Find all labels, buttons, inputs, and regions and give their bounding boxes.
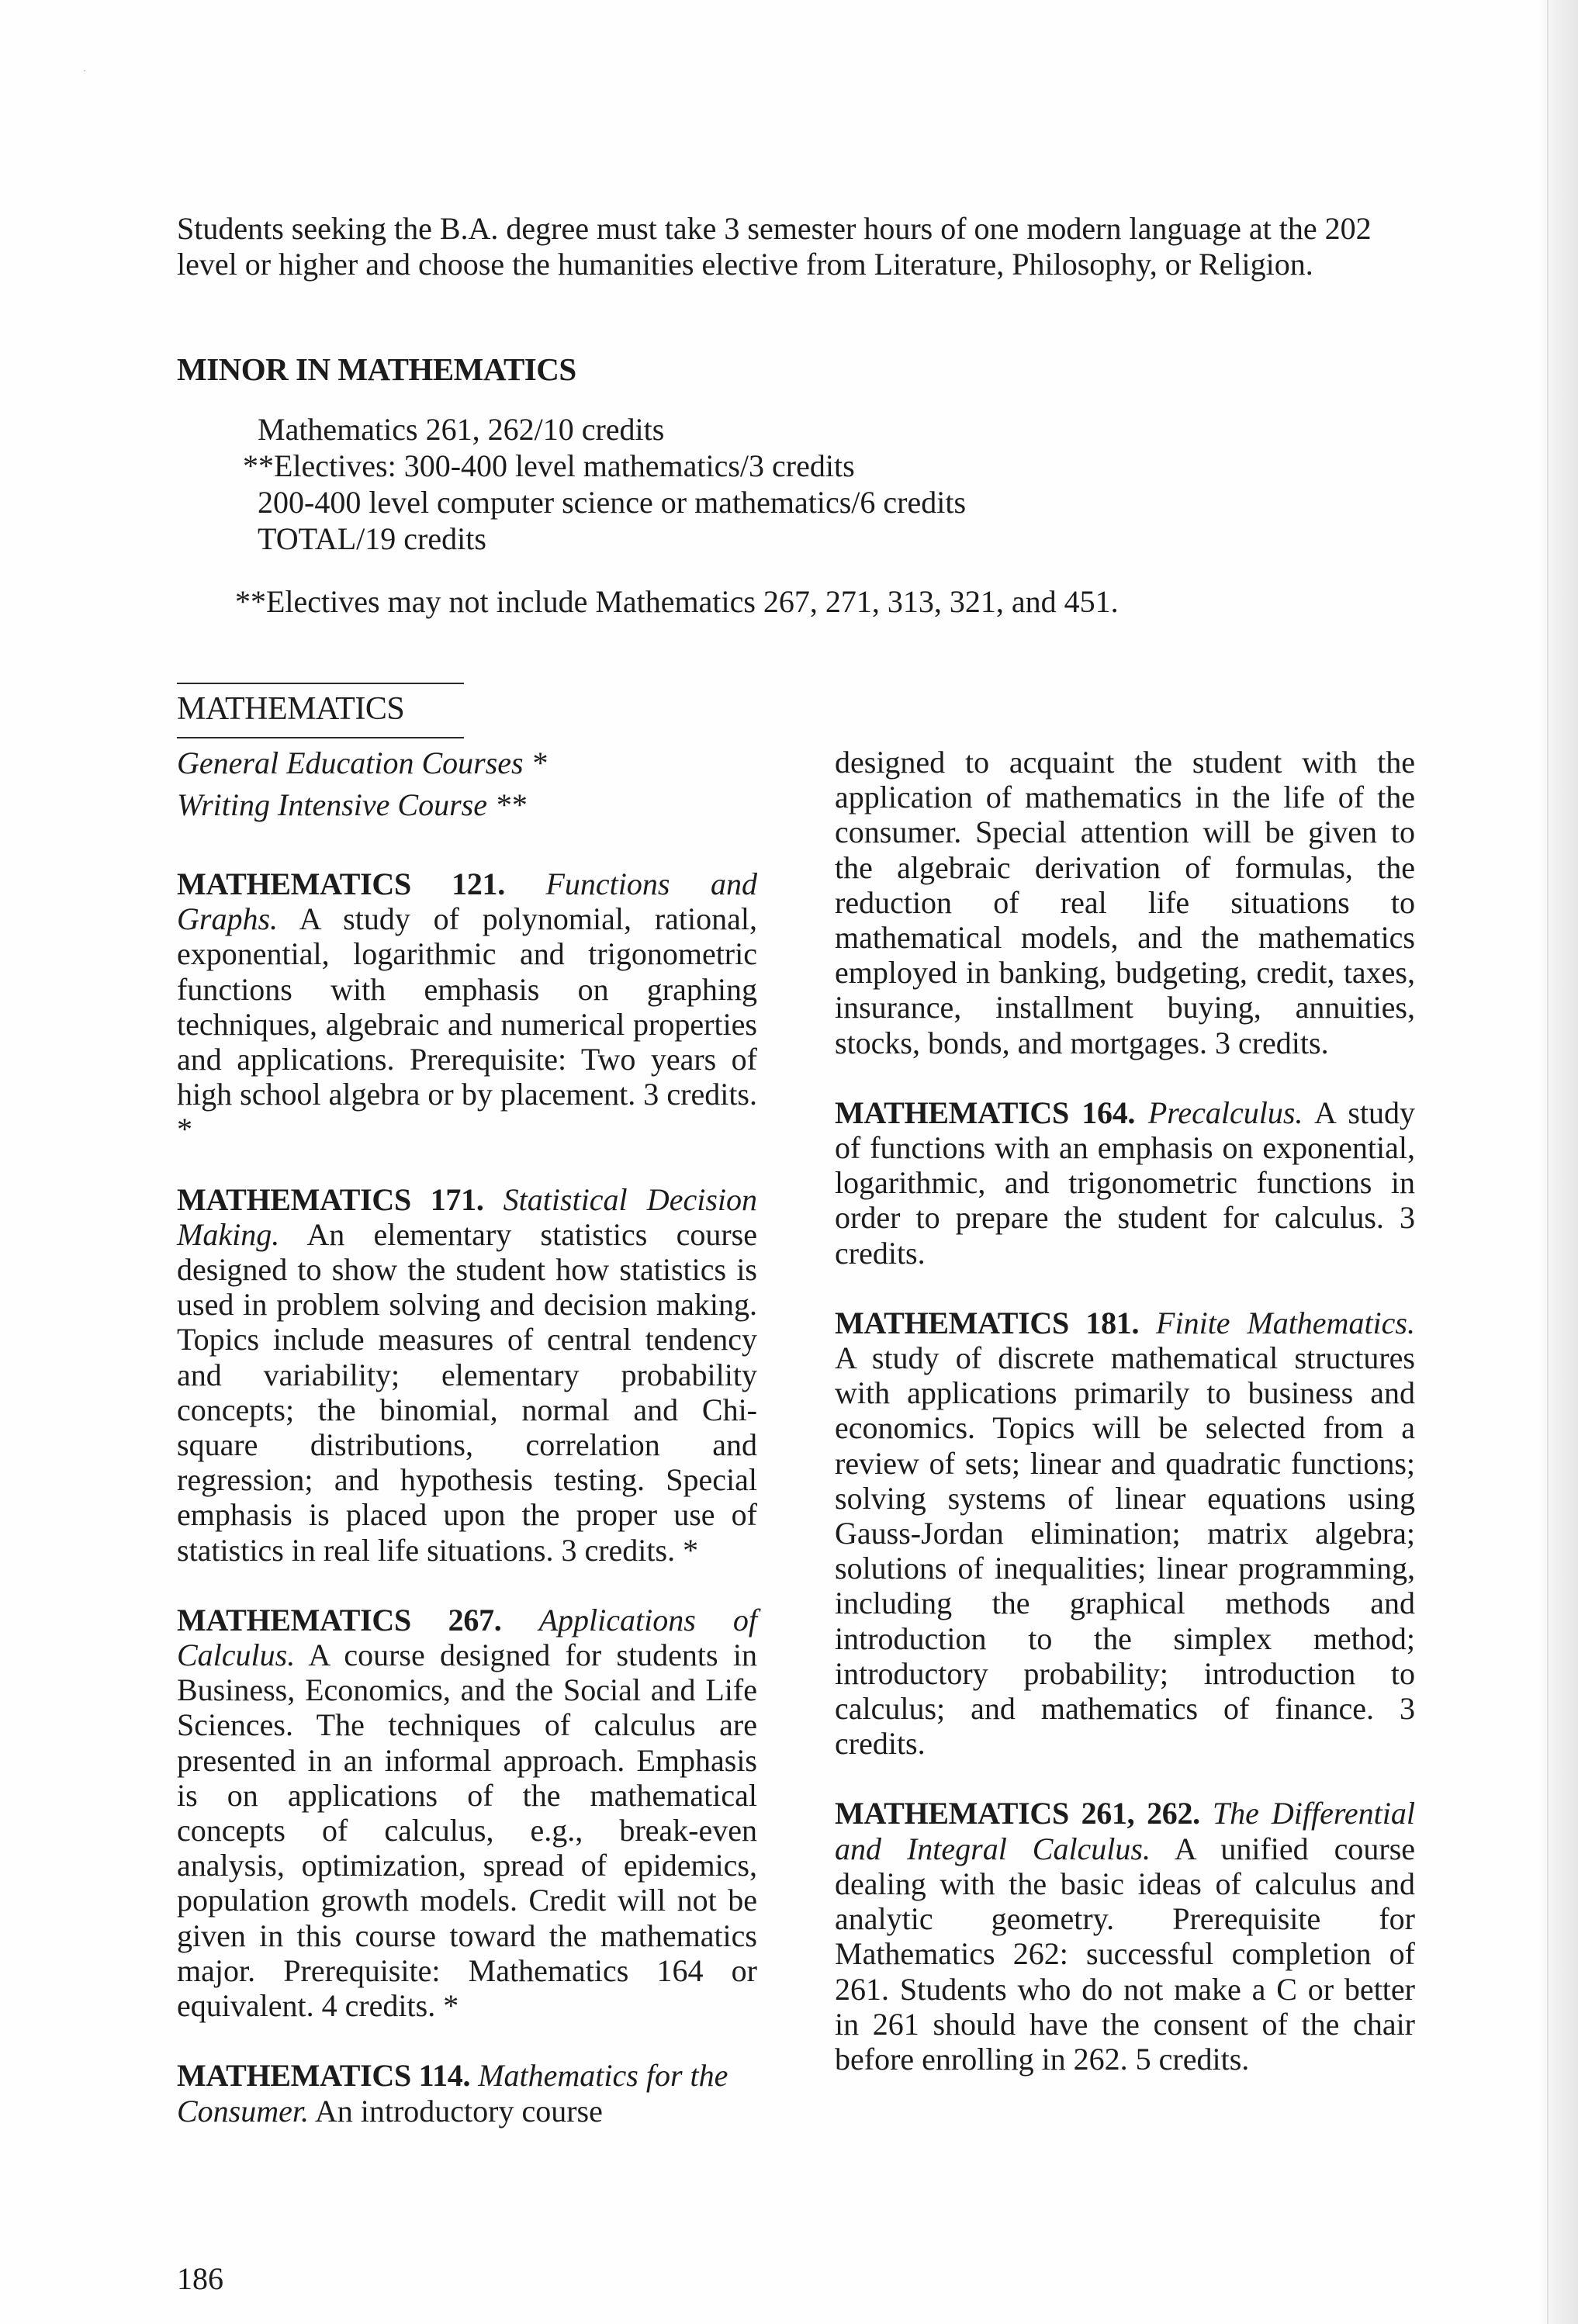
course-description: designed to acquaint the student with the application of mathematics in the life of the consumer. Special attention will be given to the algebraic derivation of formulas, the reduction of real life situations to mathematical models, and the mathematics employed in banking, budgeting, credit, taxes, insurance, installment buying, annuities, stocks, bonds, and mortgages. 3 credits. bbox=[835, 745, 1415, 1060]
course-entry bbox=[835, 1796, 1415, 2077]
legend-general-education: General Education Courses * bbox=[177, 745, 547, 780]
minor-requirement-line: 200-400 level computer science or mathematics/6 credits bbox=[258, 485, 967, 520]
minor-requirement-line: Mathematics 261, 262/10 credits bbox=[258, 412, 665, 447]
scan-edge-line bbox=[1547, 0, 1549, 2324]
course-number: MATHEMATICS 267. bbox=[177, 1602, 502, 1638]
course-title: The Differential and Integral Calculus. bbox=[835, 1796, 1415, 1866]
minor-requirement-line: **Electives: 300-400 level mathematics/3 credits bbox=[243, 448, 855, 483]
course-number: MATHEMATICS 171. bbox=[177, 1181, 484, 1217]
course-number: MATHEMATICS 164. bbox=[835, 1095, 1136, 1130]
course-description: A study of functions with an emphasis on exponential, logarithmic, and trigonometric functions in order to prepare the student for calculus. 3 credits. bbox=[835, 1095, 1416, 1271]
electives-note: **Electives may not include Mathematics 267, 271, 313, 321, and 451. bbox=[235, 584, 1119, 619]
course-description: A unified course dealing with the basic ideas of calculus and analytic geometry. Prerequisite for Mathematics 262: successful completion of 261. Students who do not make a C or better in 261 should have the consent of the chair before enrolling in 262. 5 credits. bbox=[835, 1831, 1416, 2077]
course-title: Finite Mathematics. bbox=[1156, 1305, 1415, 1340]
course-entry bbox=[177, 1182, 757, 1568]
course-description: A course designed for students in Business, Economics, and the Social and Life Sciences. The techniques of calculus are presented in an informal approach. Emphasis is on applications of the mathematical concepts of calculus, e.g., break-even analysis, optimization, spread of epidemics, population growth models. Credit will not be given in this course toward the mathematics major. Prerequisite: Mathematics 164 or equivalent. 4 credits. * bbox=[177, 1638, 757, 2024]
course-entry bbox=[177, 866, 757, 1147]
scan-speck bbox=[84, 70, 85, 71]
course-entry bbox=[835, 1095, 1415, 1271]
course-number: MATHEMATICS 261, 262. bbox=[835, 1796, 1200, 1831]
course-title: Mathematics for the Consumer. bbox=[177, 2058, 728, 2129]
course-title: Statistical Decision Making. bbox=[177, 1181, 757, 1252]
course-title: Precalculus. bbox=[1147, 1095, 1303, 1130]
course-entry-continued bbox=[177, 2058, 757, 2128]
course-description: An elementary statistics course designed to show the student how statistics is used in problem solving and decision making. Topics include measures of central tendency and variability; elementary probability concepts; the binomial, normal and Chi-square distributions, correlation and regression; and hypothesis testing. Special emphasis is placed upon the proper use of statistics in real life situations. 3 credits. * bbox=[177, 1216, 758, 1568]
left-column bbox=[177, 745, 757, 2129]
page-number: 186 bbox=[177, 2261, 223, 2296]
course-title: Functions and Graphs. bbox=[177, 866, 758, 937]
course-number: MATHEMATICS 114. bbox=[177, 2058, 471, 2094]
right-column bbox=[835, 745, 1415, 2077]
ba-requirement-paragraph: Students seeking the B.A. degree must take 3 semester hours of one modern language at the 202 level or higher and choose the humanities elective from Literature, Philosophy, or Religion. bbox=[177, 211, 1372, 282]
minor-heading: MINOR IN MATHEMATICS bbox=[177, 351, 576, 387]
course-number: MATHEMATICS 181. bbox=[835, 1305, 1140, 1340]
scan-edge-shadow bbox=[1539, 0, 1578, 2324]
section-heading: MATHEMATICS bbox=[177, 683, 464, 738]
course-title: Applications of Calculus. bbox=[177, 1602, 757, 1673]
course-entry bbox=[835, 1306, 1415, 1762]
course-description-start: An introductory course bbox=[314, 2093, 603, 2129]
course-continuation bbox=[835, 745, 1415, 1060]
course-entry bbox=[177, 1603, 757, 2023]
course-number: MATHEMATICS 121. bbox=[177, 866, 505, 901]
course-description: A study of discrete mathematical structures with applications primarily to business and economics. Topics will be selected from a review of sets; linear and quadratic functions; solving systems of linear equations using Gauss-Jordan elimination; matrix algebra; solutions of inequalities; linear programming, including the graphical methods and introduction to the simplex method; introductory probability; introduction to calculus; and mathematics of finance. 3 credits. bbox=[835, 1340, 1415, 1762]
legend-writing-intensive: Writing Intensive Course ** bbox=[177, 787, 526, 822]
course-description: A study of polynomial, rational, exponential, logarithmic and trigonometric functions with emphasis on graphing techniques, algebraic and numerical properties and applications. Prerequisite: Two years of high school algebra or by placement. 3 credits. * bbox=[177, 901, 757, 1147]
minor-requirement-line: TOTAL/19 credits bbox=[258, 521, 486, 556]
